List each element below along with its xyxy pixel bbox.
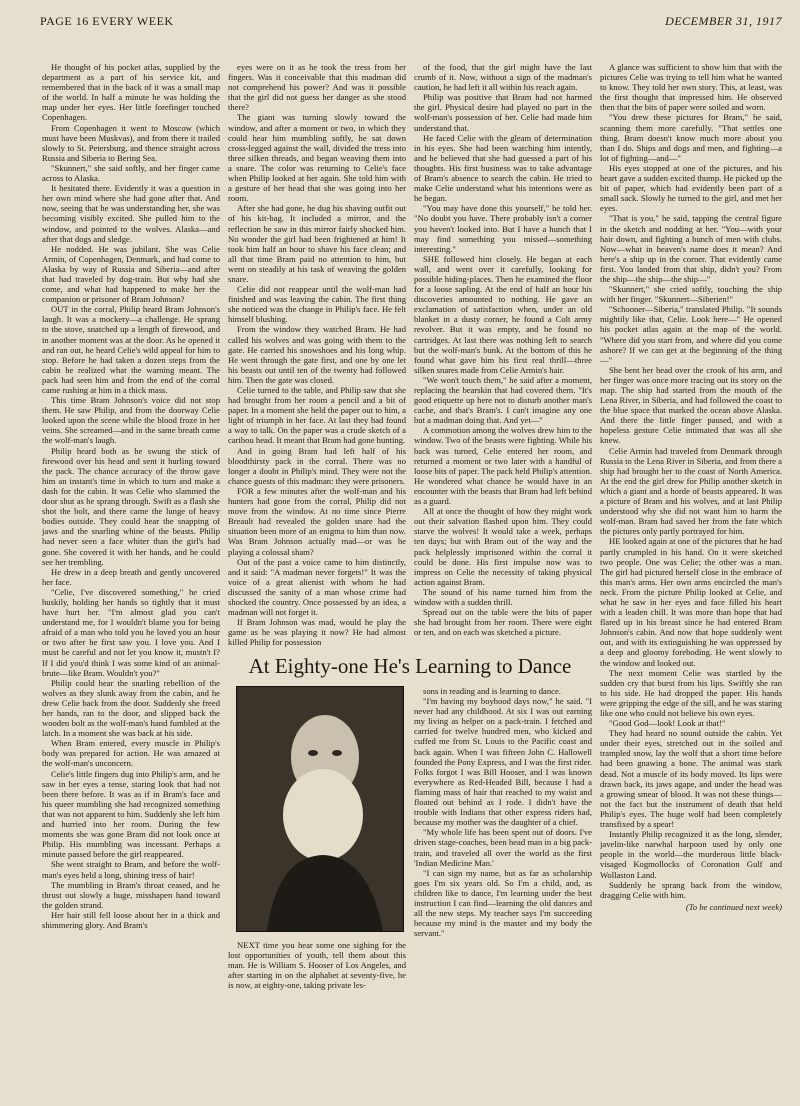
paragraph: Philip was positive that Bram had not harmed the girl. Physical desire had played no part in the wolf-man's possession of her. Celie had made him understand that. [414, 92, 592, 133]
column-3-lower [414, 686, 592, 1090]
paragraph: The next moment Celie was startled by the sudden cry that burst from his lips. Swiftly she ran to his side. He had dropped the paper. His hands were gripping the edge of the sill, and he was staring like one who could not believe his own eyes. [600, 667, 782, 718]
paragraph: All at once the thought of how they might work out their salvation flashed upon him. They could starve the wolves! It would take a week, perhaps ten days; but with Bram out of the way and the pack helplessly imprisoned within the corral it could be done. His first impulse now was to impress on Celie the necessity of taking physical action against Bram. [414, 506, 592, 587]
paragraph: The mumbling in Bram's throat ceased, and he thrust out slowly a huge, misshapen hand toward the golden strand. [42, 879, 220, 910]
header-left: PAGE 16 EVERY WEEK [40, 14, 174, 28]
paragraph: Out of the past a voice came to him distinctly, and it said: "A madman never forgets!" It was the voice of a great alienist with whom he had discussed the sanity of a man whose crime had shocked the country. Once possessed by an idea, a madman will not forget it. [228, 556, 406, 618]
article-headline: At Eighty-one He's Learning to Dance [248, 654, 572, 678]
paragraph: "Skunnert," she said softly, and her finger came across to Alaska. [42, 162, 220, 184]
paragraph: "Schooner—Siberia," translated Philip. "It sounds mightily like that, Celie. Look here—" He opened his pocket atlas again at the map of the world. "Where did you start from, and where did you come ashore? If we can get at the beginning of the thing—" [600, 304, 782, 365]
paragraph: "Skunnert," she cried softly, touching the ship with her finger. "Skunnert—Siberien!" [600, 284, 782, 305]
paragraph: Philip could hear the snarling rebellion of the wolves as they slunk away from the cabin, and he drew Celie back from the door. Suddenly she freed her hands, ran to the door, and slipped back the wooden bolt as the wolf-man's hand fumbled at the latch. In a moment she was back at his side. [42, 677, 220, 739]
paragraph: Spread out on the table were the bits of paper she had brought from her room. There were eight or ten, and on each was sketched a picture. [414, 607, 592, 638]
paragraph: FOR a few minutes after the wolf-man and his hunters had gone from the corral, Philip did not move from the window. At no time since Pierre Breault had revealed the golden snare had the situation been more of an enigma to him than now. Was Bram Johnson actually mad—or was he playing a colossal sham? [228, 485, 406, 557]
paragraph: Celie's little fingers dug into Philip's arm, and he saw in her eyes a tense, staring look that had not been there before. It was as if in Bram's face and his queer mumbling she had recognized something that was not apparent to him. Suddenly she left him and hurried into her room. During the few moments she was gone Bram did not look once at Philip. His mumbling was incessant. Perhaps a minute passed before the girl reappeared. [42, 768, 220, 860]
paragraph: He faced Celie with the gleam of determination in his eyes. She had been watching him intently, and he believed that she had guessed a part of his thoughts. His first business was to take advantage of Bram's absence to search the cabin. He tried to make Celie understand what his intentions were as he began. [414, 132, 592, 204]
paragraph: NEXT time you hear some one sighing for the lost opportunities of youth, tell them about this man. He is William S. Hooser of Los Angeles, and after starting in on the alphabet at seventy-five, he is now, at eighty-one, taking private les- [228, 940, 406, 991]
paragraph: Celie Armin had traveled from Denmark through Russia to the Lena River in Siberia, and from there a ship had brought her to the coast of North America. At the end the girl drew for Philip another sketch in which a giant and a horde of beasts appeared. It was a picture of Bram and his wolves, and at last Philip understood why she did not want him to harm the wolf-man. Bram had saved her from the fate which the pictures only partly portrayed for him. [600, 445, 782, 537]
header-date: DECEMBER 31, 1917 [665, 14, 782, 28]
column-2 [228, 62, 406, 658]
paragraph: HE looked again at one of the pictures that he had partly crumpled in his hand. On it were sketched two people. One was Celie; the other was a man. The girl had pictured herself close in the embrace of this man's arms. Her own arms encircled the man's neck. From the picture Philip looked at Celie, and what he saw in her eyes and face filled his heart with a leaden chill. It was more than hope that had flared up in his breast since he had entered Bram Johnson's cabin. And now that hope suddenly went out, and with its extinguishing he was oppressed by a deep and gloomy foreboding. He went slowly to the window and looked out. [600, 536, 782, 668]
page-header [40, 10, 782, 30]
paragraph: "I'm having my boyhood days now," he said. "I never had any childhood. At six I was out earning my living as helper on a pack-train. I fetched and carried for twelve hundred men, who kicked and cuffed me from St. Louis to the Pacific coast and back again. When I was fifteen John C. Hallowell founded the Pony Express, and I was the first rider. Folks forgot I was Bill Hooser, and I was known everywhere as Red-Headed Bill, because I had a flaming mass of hair that reached to my waist and floated out behind as I rode. I didn't have the trouble with Indians that other express riders had, because my mother was the daughter of a chief. [414, 696, 592, 828]
paragraph: He thought of his pocket atlas, supplied by the department as a part of his service kit, and remembered that in the back of it was a small map of the world. In half a minute he was holding the map under her eyes. Her little forefinger touched Copenhagen. [42, 62, 220, 123]
paragraph: Celie turned to the table, and Philip saw that she had brought from her room a pencil and a bit of paper. In a moment she held the paper out to him, a light of triumph in her face. At last they had found a way to talk. On the paper was a crude sketch of a caribou head. It meant that Bram had gone hunting. [228, 385, 406, 446]
paragraph: "That is you," he said, tapping the central figure in the sketch and nodding at her. "You—with your hair down, and fighting a bunch of men with clubs. Now—what in heaven's name does it mean? And here's a ship up in the corner. That evidently came first. You landed from that ship, didn't you? From the ship—the ship—the ship—" [600, 213, 782, 284]
paragraph: And in going Bram had left half of his bloodthirsty pack in the corral. There was no longer a doubt in Philip's mind. They were not the chance guests of this madman: they were prisoners. [228, 445, 406, 486]
paragraph: OUT in the corral, Philip heard Bram Johnson's laugh. It was a mockery—a challenge. He sprang to the stove, snatched up a length of firewood, and in another moment was at the door. As he opened it and ran out, he heard Celie's wild appeal for him to stop. Before he had taken a dozen steps from the cabin he realized what the warning meant. The pack had seen him and from the end of the corral came rushing at him in a thick mass. [42, 304, 220, 395]
paragraph: sons in reading and is learning to dance. [423, 686, 561, 696]
paragraph: She bent her head over the crook of his arm, and her finger was once more tracing out its story on the map. The ship had started from the mouth of the Lena River, in Siberia, and had followed the coast to the blue space that marked the ocean above Alaska. And there the little finger paused, and with a hopeless gesture Celie intimated that was all she knew. [600, 364, 782, 446]
paragraph: This time Bram Johnson's voice did not stop them. He saw Philip, and from the doorway Celie looked upon the scene while the blood froze in her veins. She screamed—and in the same breath came the wolf-man's laugh. [42, 395, 220, 446]
paragraph: "My whole life has been spent out of doors. I've driven stage-coaches, been head man in a big pack-train, and traveled all over the world as the first 'Indian Medicine Man.' [414, 827, 592, 868]
paragraph: eyes were on it as he took the tress from her fingers. Was it conceivable that this madman did not comprehend his power? And was it possible that the girl did not guess her danger as she stood there? [228, 62, 406, 113]
paragraph: of the food, that the girl might have the last crumb of it. Now, without a sign of the madman's caution, he had left it all within his reach again. [414, 62, 592, 93]
column-1 [42, 62, 220, 1092]
paragraph: "Celie, I've discovered something," he cried huskily, holding her hands so tightly that it must have hurt her. "I'm almost glad you can't understand me, for I wouldn't blame you for being afraid of a man who told you he loved you an hour or two after he first saw you. I love you. And I must be careful and not let you know it, mustn't I? If I did you'd think I was some kind of an animal-brute—like Bram. Wouldn't you?" [42, 586, 220, 678]
column-3 [414, 62, 592, 666]
portrait-photo [236, 686, 404, 932]
paragraph: Celie did not reappear until the wolf-man had finished and was leaving the cabin. The first thing she noticed was the change in Philip's face. He felt himself blushing. [228, 284, 406, 325]
paragraph: If Bram Johnson was mad, would he play the game as he was playing it now? He had almost killed Philip for possession [228, 617, 406, 648]
column-2-lower [228, 940, 406, 1090]
paragraph: "You may have done this yourself," he told her. "No doubt you have. There probably isn't a corner you haven't looked into. But I have a hunch that I may find something you missed—something interesting." [414, 203, 592, 254]
paragraph: Suddenly he sprang back from the window, dragging Celie with him. [600, 879, 782, 900]
paragraph: The sound of his name turned him from the window with a sudden thrill. [414, 586, 592, 607]
paragraph: From Copenhagen it went to Moscow (which must have been Muskvas), and from there it trailed slowly to St. Petersburg, and thence straight across Russia and Siberia to Bering Sea. [42, 122, 220, 163]
paragraph: It hesitated there. Evidently it was a question in her own mind where she had gone after that. And now, seeing that he was understanding her, she was becoming visibly excited. She pulled him to the window, and pointed to the wolves. Alaska—and after that dogs and sledge. [42, 183, 220, 244]
paragraph: A commotion among the wolves drew him to the window. Two of the beasts were fighting. While his back was turned, Celie entered her room, and returned a moment or two later with a handful of loose bits of paper. The pack held Philip's attention. He wondered what chance he would have in an encounter with the beasts that Bram had left behind as a guard. [414, 425, 592, 507]
paragraph: She went straight to Bram, and before the wolf-man's eyes held a long, shining tress of hair! [42, 859, 220, 880]
paragraph: "We won't touch them," he said after a moment, replacing the bearskin that had covered them. "It's good etiquette up here not to disturb another man's cache, and that's Bram's. I can't imagine any one but a madman doing that. And yet—" [414, 374, 592, 426]
portrait-illustration [237, 687, 403, 931]
paragraph: They had heard no sound outside the cabin. Yet under their eyes, stretched out in the soiled and trampled snow, lay the wolf that a short time before had been gnawing a bone. The animal was stark dead. Not a muscle of its body moved. Its lips were drawn back, its jaws agape, and under the head was a growing smear of blood. It was not these things—not the fact but the instrument of death that held Philip's eyes. The huge wolf had been completely transfixed by a spear! [600, 728, 782, 830]
paragraph: A glance was sufficient to show him that with the pictures Celie was trying to tell him what he wanted to know. They told her own story. This, at least, was the first thought that impressed him. He observed then that the bits of paper were soiled and worn. [600, 62, 782, 113]
paragraph: "I can sign my name, but as far as scholarship goes I'm six years old. So I'm a child, and, as children like to dance, I'm learning under the best instruction I can find—learning the old dances and all the new steps. My teacher says I'm succeeding because my mind is the master and my body the servant." [414, 867, 592, 939]
paragraph: Her hair still fell loose about her in a thick and shimmering glory. And Bram's [42, 909, 220, 930]
paragraph: His eyes stopped at one of the pictures, and his heart gave a sudden excited thump. He picked up the bit of paper, which had evidently been part of a small sack. Slowly he turned to the girl, and met her eyes. [600, 162, 782, 214]
paragraph: He drew in a deep breath and gently uncovered her face. [42, 566, 220, 587]
paragraph: Instantly Philip recognized it as the long, slender, javelin-like narwhal harpoon used by only one people in the world—the murderous little black-visaged Kogmollocks of Coronation Gulf and Wollaston Land. [600, 829, 782, 880]
continued-note: (To be continued next week) [685, 901, 782, 912]
column-4 [600, 62, 782, 1092]
paragraph: SHE followed him closely. He began at each wall, and went over it carefully, looking for possible hiding-places. Then he examined the floor for a loose sapling. At the end of half an hour his discoveries amounted to nothing. He gave an exclamation of satisfaction when, under an old blanket in a dusty corner, he found a Colt army revolver. But it was empty, and he found no cartridges. At last there was nothing left to search but the wolf-man's bunk. At the bottom of this he found what gave him his first real thrill—three silken snares made from Celie Armin's hair. [414, 253, 592, 375]
paragraph: Philip heard both as he swung the stick of firewood over his head and sent it hurling toward the pack. The chance accuracy of the throw gave him an instant's time in which to turn and make a dash for the cabin. It was Celie who slammed the door shut as he sprang through. Swift as a flash she shot the bolt, and there came the lunge of heavy bodies outside. They could hear the snapping of jaws and the snarling whine of the beasts. Philip had never seen a face whiter than the girl's had gone. She covered it with her hands, and he could see her trembling. [42, 445, 220, 567]
paragraph: From the window they watched Bram. He had called his wolves and was going with them to the gate. He carried his snowshoes and his long whip. He went through the gate first, and one by one let his beasts out until ten of the twenty had followed him. Then the gate was closed. [228, 324, 406, 385]
paragraph: The giant was turning slowly toward the window, and after a moment or two, in which they could hear him mumbling softly, he sat down cross-legged against the wall, divided the tress into three silken threads, and began weaving them into a snare. The color was returning to Celie's face when Philip looked at her again. She told him with a gesture of her head that she was going into her room. [228, 112, 406, 204]
paragraph: "You drew these pictures for Bram," he said, scanning them more carefully. "That settles one thing. Bram doesn't know much more about you than I do. Ships and dogs and men, and fighting—a lot of fighting—and—" [600, 112, 782, 163]
paragraph: After she had gone, he dug his shaving outfit out of his kit-bag. It included a mirror, and the reflection he saw in this mirror fairly shocked him. No wonder the girl had been frightened at him! It took him half an hour to shave his face clean; and all that time Bram paid no attention to him, but went on steadily at his task of weaving the golden snare. [228, 203, 406, 284]
paragraph: When Bram entered, every muscle in Philip's body was prepared for action. He was amazed at the wolf-man's unconcern. [42, 738, 220, 769]
paragraph: He nodded. He was jubilant. She was Celie Armin, of Copenhagen, Denmark, and had come to Alaska by way of Russia and Siberia—and after that had traveled by dog-train. But why had she come, and what had happened to make her the companion or prisoner of Bram Johnson? [42, 243, 220, 305]
paragraph: "Good God—look! Look at that!" [609, 718, 726, 729]
